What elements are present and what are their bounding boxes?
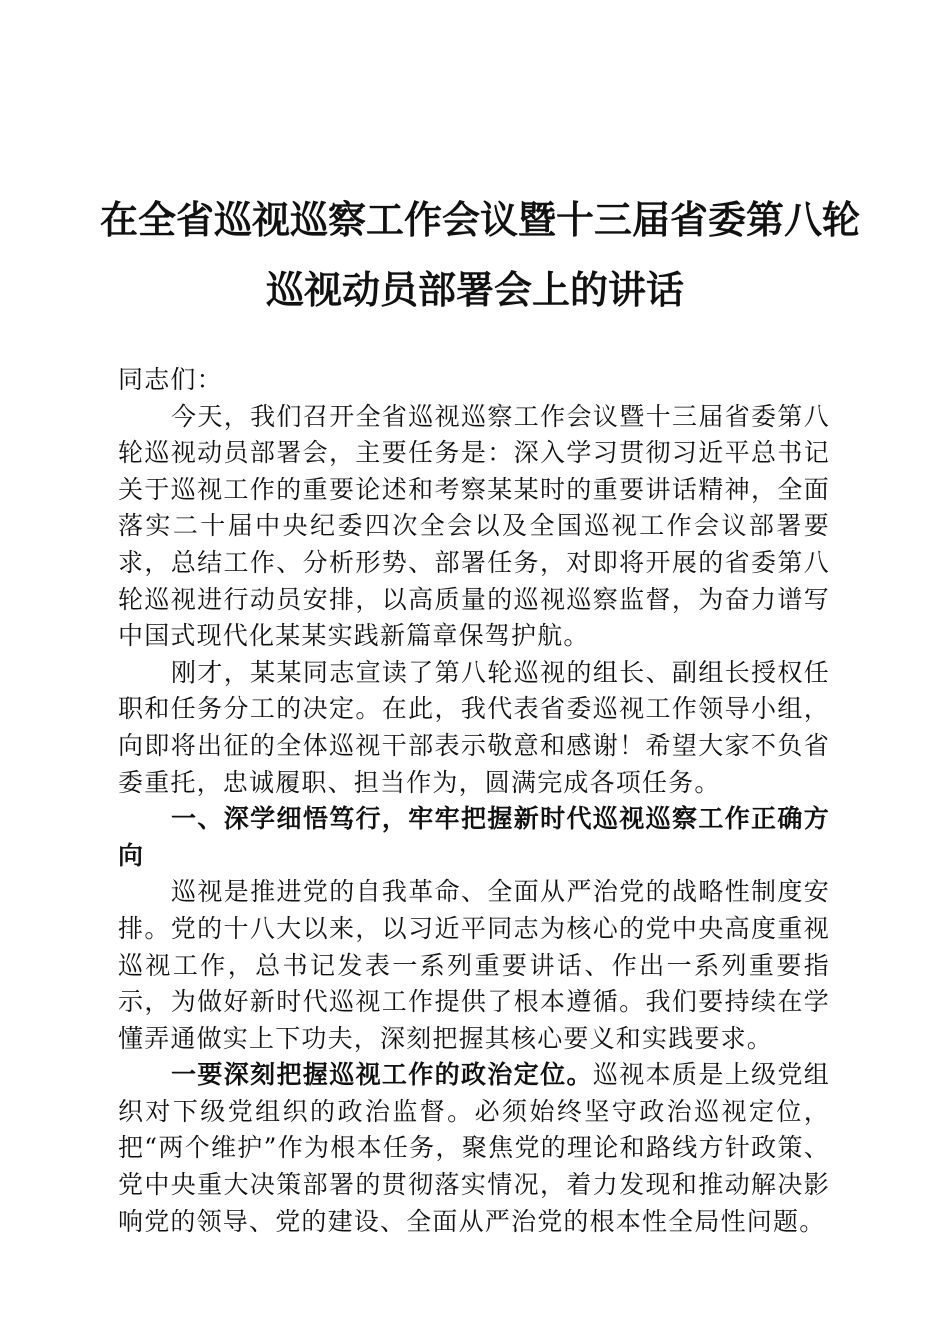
point-1-text: 巡视本质是上级党组织对下级党组织的政治监督。必须始终坚守政治巡视定位，把“两个维护”作为根本任务，聚焦党的理论和路线方针政策、党中央重大决策部署的贯彻落实情况，着力发现和推动解决影响党的领导、党的建设、全面从严治党的根本性全局性问题。 bbox=[118, 1060, 830, 1236]
point-1-paragraph bbox=[118, 1057, 830, 1240]
document-body bbox=[118, 362, 830, 1240]
salutation: 同志们： bbox=[118, 365, 223, 394]
section-1-paragraph: 巡视是推进党的自我革命、全面从严治党的战略性制度安排。党的十八大以来，以习近平同志为核心的党中央高度重视巡视工作，总书记发表一系列重要讲话、作出一系列重要指示，为做好新时代巡视工作提供了根本遵循。我们要持续在学懂弄通做实上下功夫，深刻把握其核心要义和实践要求。 bbox=[118, 877, 830, 1053]
paragraph-appointment: 刚才，某某同志宣读了第八轮巡视的组长、副组长授权任职和任务分工的决定。在此，我代表省委巡视工作领导小组，向即将出征的全体巡视干部表示敬意和感谢！希望大家不负省委重托，忠诚履职、担当作为，圆满完成各项任务。 bbox=[118, 657, 830, 797]
document-title-line-1: 在全省巡视巡察工作会议暨十三届省委第八轮 bbox=[100, 197, 861, 242]
paragraph-opening: 今天，我们召开全省巡视巡察工作会议暨十三届省委第八轮巡视动员部署会，主要任务是：深入学习贯彻习近平总书记关于巡视工作的重要论述和考察某某时的重要讲话精神，全面落实二十届中央纪委四次全会以及全国巡视工作会议部署要求，总结工作、分析形势、部署任务，对即将开展的省委第八轮巡视进行动员安排，以高质量的巡视巡察监督，为奋力谱写中国式现代化某某实践新篇章保驾护航。 bbox=[118, 401, 830, 651]
section-1-heading: 一、深学细悟笃行，牢牢把握新时代巡视巡察工作正确方向 bbox=[118, 804, 830, 870]
point-1-lead: 一要深刻把握巡视工作的政治定位。 bbox=[171, 1060, 593, 1090]
document-title-line-2: 巡视动员部署会上的讲话 bbox=[265, 267, 684, 312]
